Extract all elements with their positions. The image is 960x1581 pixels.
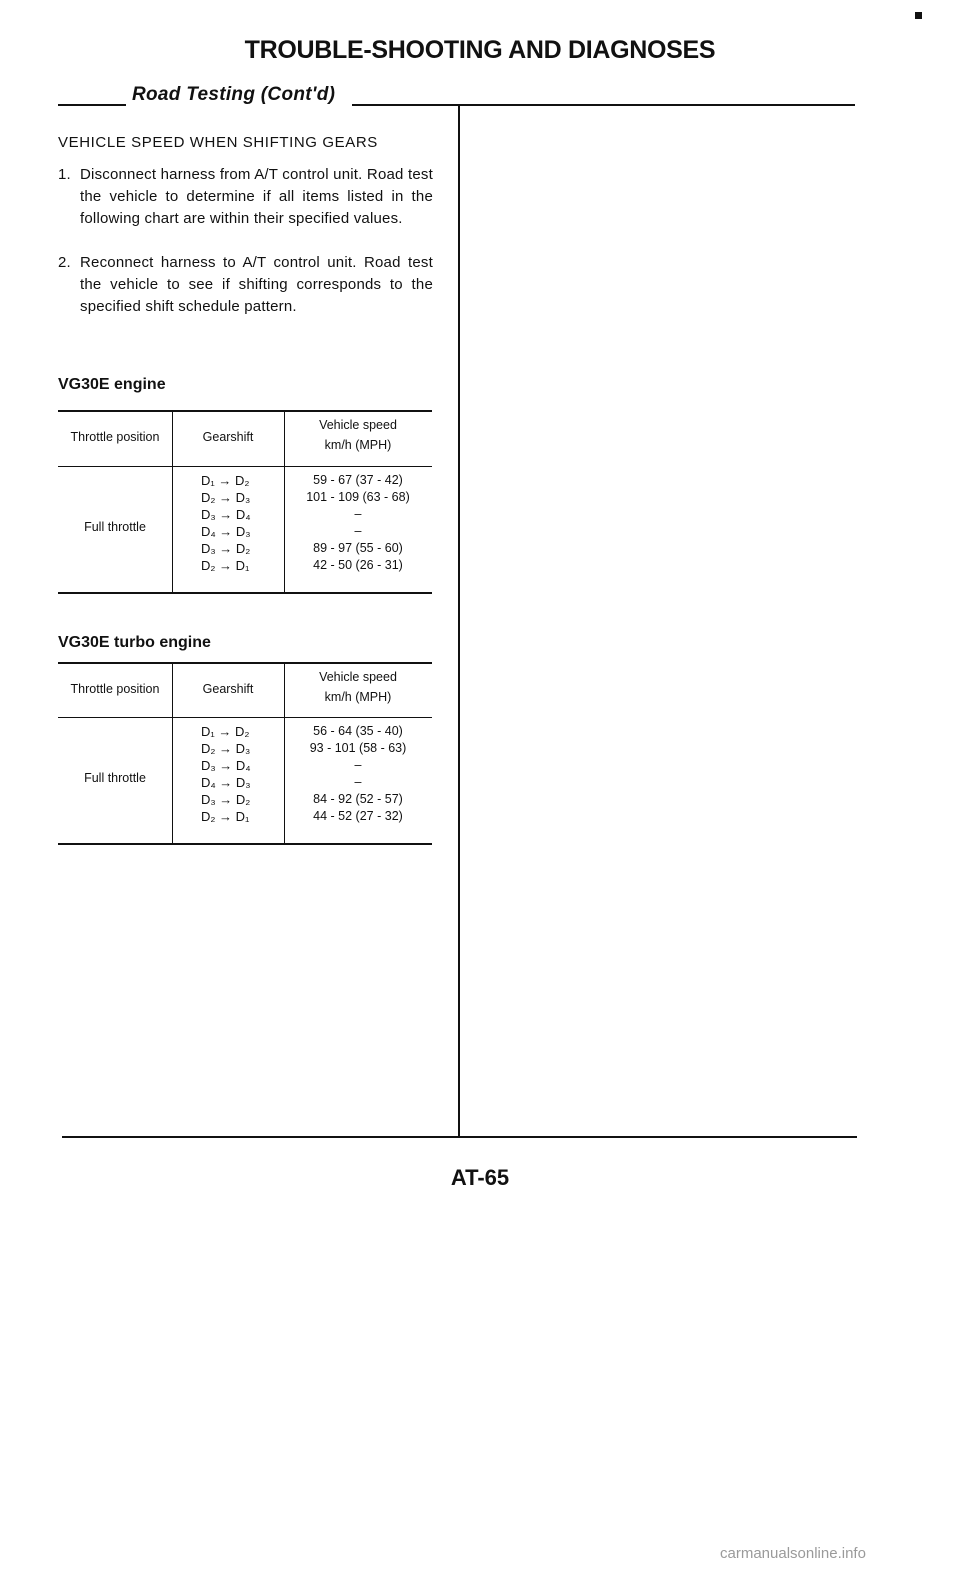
table-cell: 56 - 64 (35 - 40) bbox=[313, 724, 403, 738]
content-heading: VEHICLE SPEED WHEN SHIFTING GEARS bbox=[58, 134, 378, 151]
step-text: Disconnect harness from A/T control unit. Road test the vehicle to determine if all items listed in the following chart are within their specified values. bbox=[80, 166, 433, 227]
table-cell: 84 - 92 (52 - 57) bbox=[313, 792, 403, 806]
header-gearshift: Gearshift bbox=[202, 430, 254, 444]
table-cell: D₃ → D₂ bbox=[201, 792, 251, 807]
table-header-rule bbox=[58, 717, 432, 718]
step-1 bbox=[58, 164, 433, 230]
table-cell: D₄ → D₃ bbox=[201, 524, 251, 539]
header-throttle: Throttle position bbox=[70, 430, 160, 444]
table-column-line bbox=[172, 663, 173, 845]
table-cell: 44 - 52 (27 - 32) bbox=[313, 809, 403, 823]
table-cell: D₃ → D₄ bbox=[201, 758, 251, 773]
throttle-cell: Full throttle bbox=[84, 520, 146, 534]
table-cell: D₁ → D₂ bbox=[201, 473, 250, 488]
table-cell: D₁ → D₂ bbox=[201, 724, 250, 739]
table-cell: 101 - 109 (63 - 68) bbox=[306, 490, 410, 504]
header-speed-line1: Vehicle speed bbox=[319, 418, 397, 432]
step-text: Reconnect harness to A/T control unit. Road test the vehicle to see if shifting corresponds to the specified shift schedule pattern. bbox=[80, 254, 433, 315]
table-top-rule bbox=[58, 410, 432, 412]
footer-rule bbox=[62, 1136, 857, 1138]
table-cell: 89 - 97 (55 - 60) bbox=[313, 541, 403, 555]
gearshift-column bbox=[201, 472, 281, 574]
table-column-line bbox=[172, 411, 173, 593]
table-bottom-rule bbox=[58, 592, 432, 594]
speed-column bbox=[284, 472, 432, 574]
header-speed-line2: km/h (MPH) bbox=[324, 690, 392, 704]
table-cell: 59 - 67 (37 - 42) bbox=[313, 473, 403, 487]
table-title: VG30E engine bbox=[58, 376, 166, 393]
header-throttle: Throttle position bbox=[70, 682, 160, 696]
table-cell: D₃ → D₄ bbox=[201, 507, 251, 522]
table-bottom-rule bbox=[58, 843, 432, 845]
section-rule-left bbox=[58, 104, 126, 106]
table-cell: – bbox=[354, 775, 362, 789]
step-number: 1. bbox=[58, 166, 71, 183]
page-title: TROUBLE-SHOOTING AND DIAGNOSES bbox=[244, 36, 716, 64]
table-cell: – bbox=[354, 524, 362, 538]
table-header-rule bbox=[58, 466, 432, 467]
step-2 bbox=[58, 252, 433, 318]
corner-mark bbox=[915, 12, 922, 19]
watermark: carmanualsonline.info bbox=[720, 1545, 866, 1562]
table-cell: D₂ → D₁ bbox=[201, 809, 250, 824]
table-cell: – bbox=[354, 758, 362, 772]
table-cell: 93 - 101 (58 - 63) bbox=[309, 741, 407, 755]
table-cell: D₂ → D₁ bbox=[201, 558, 250, 573]
table-cell: D₂ → D₃ bbox=[201, 490, 251, 505]
header-speed-line1: Vehicle speed bbox=[319, 670, 397, 684]
gearshift-column bbox=[201, 723, 281, 825]
section-heading: Road Testing (Cont'd) bbox=[132, 84, 336, 105]
page-number: AT-65 bbox=[450, 1165, 510, 1190]
throttle-cell: Full throttle bbox=[84, 771, 146, 785]
table-top-rule bbox=[58, 662, 432, 664]
table-cell: – bbox=[354, 507, 362, 521]
table-cell: 42 - 50 (26 - 31) bbox=[313, 558, 403, 572]
speed-column bbox=[284, 723, 432, 825]
section-rule-right bbox=[352, 104, 855, 106]
header-gearshift: Gearshift bbox=[202, 682, 254, 696]
column-divider bbox=[458, 105, 460, 1138]
step-number: 2. bbox=[58, 254, 71, 271]
header-speed-line2: km/h (MPH) bbox=[324, 438, 392, 452]
table-title: VG30E turbo engine bbox=[58, 634, 211, 651]
table-cell: D₃ → D₂ bbox=[201, 541, 251, 556]
table-cell: D₄ → D₃ bbox=[201, 775, 251, 790]
table-cell: D₂ → D₃ bbox=[201, 741, 251, 756]
